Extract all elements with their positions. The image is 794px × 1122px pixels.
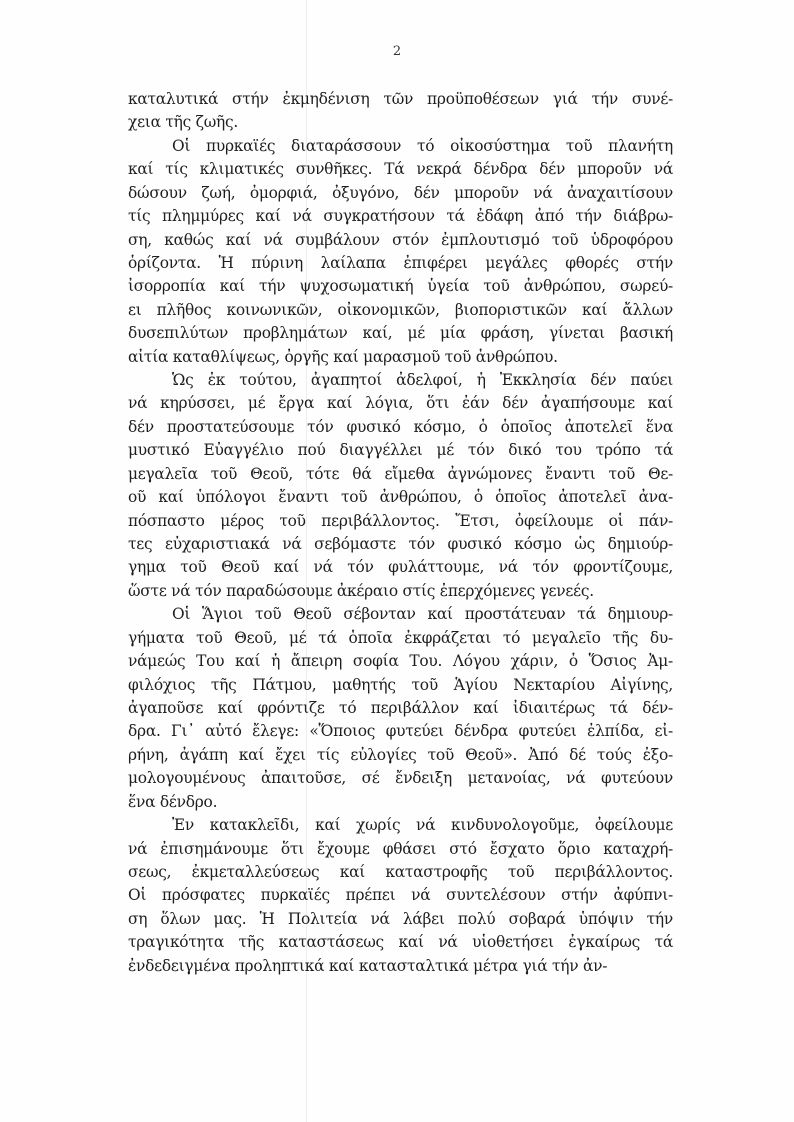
body-text <box>128 88 673 978</box>
page-number: 2 <box>392 44 402 59</box>
text-line: ἐνδεδειγμένα προληπτικά καί κατασταλτικά μέτρα γιά τήν ἀν- <box>128 956 608 975</box>
text-line: ἀγαποῦσε καί φρόντιζε τό περιβάλλον καί ἰδιαιτέρως τά δέν- <box>128 698 673 717</box>
text-line: ει πλῆθος κοινωνικῶν, οἰκονομικῶν, βιοποριστικῶν καί ἄλλων <box>128 300 673 319</box>
text-line: δώσουν ζωή, ὀμορφιά, ὀξυγόνο, δέν μποροῦν νά ἀναχαιτίσουν <box>128 183 673 202</box>
text-line: τες εὐχαριστιακά νά σεβόμαστε τόν φυσικό κόσμο ὡς δημιούρ- <box>128 535 673 554</box>
text-line: χεια τῆς ζωῆς. <box>128 113 238 132</box>
paragraph <box>128 88 673 135</box>
paragraph <box>128 814 673 978</box>
text-line: δέν προστατεύσουμε τόν φυσικό κόσμο, ὁ ὁποῖος ἀποτελεῖ ἕνα <box>128 417 673 436</box>
text-line: τραγικότητα τῆς καταστάσεως καί νά υἱοθετήσει ἐγκαίρως τά <box>128 933 673 952</box>
text-line: γημα τοῦ Θεοῦ καί νά τόν φυλάττουμε, νά τόν φροντίζουμε, <box>128 558 673 577</box>
text-line: αἰτία καταθλίψεως, ὀργῆς καί μαρασμοῦ τοῦ ἀνθρώπου. <box>128 347 558 366</box>
text-line: φιλόχιος τῆς Πάτμου, μαθητής τοῦ Ἁγίου Νεκταρίου Αἰγίνης, <box>128 675 673 694</box>
text-line: νά ἐπισημάνουμε ὅτι ἔχουμε φθάσει στό ἔσχατο ὅριο καταχρή- <box>128 839 673 858</box>
text-line: δρα. Γι᾿ αὐτό ἔλεγε: «Ὅποιος φυτεύει δένδρα φυτεύει ἐλπίδα, εἰ- <box>128 722 673 741</box>
text-line: μολογουμένους ἀπαιτοῦσε, σέ ἔνδειξη μετανοίας, νά φυτεύουν <box>128 769 673 788</box>
text-line: ση, καθώς καί νά συμβάλουν στόν ἐμπλουτισμό τοῦ ὑδροφόρου <box>128 230 673 249</box>
text-line: πόσπαστο μέρος τοῦ περιβάλλοντος. Ἔτσι, ὀφείλουμε οἱ πάν- <box>128 511 673 530</box>
text-line: Οἱ πρόσφατες πυρκαϊές πρέπει νά συντελέσουν στήν ἀφύπνι- <box>128 886 673 905</box>
text-line: τίς πλημμύρες καί νά συγκρατήσουν τά ἐδάφη ἀπό τήν διάβρω- <box>128 207 673 226</box>
text-line: καταλυτικά στήν ἐκμηδένιση τῶν προϋποθέσεων γιά τήν συνέ- <box>128 90 673 108</box>
text-line: γήματα τοῦ Θεοῦ, μέ τά ὁποῖα ἐκφράζεται τό μεγαλεῖο τῆς δυ- <box>128 628 673 647</box>
paragraph <box>128 603 673 814</box>
paragraph <box>128 135 673 369</box>
text-line: ἰσορροπία καί τήν ψυχοσωματική ὑγεία τοῦ ἀνθρώπου, σωρεύ- <box>128 277 673 296</box>
text-line: ἕνα δένδρο. <box>128 792 218 811</box>
text-line: ὁρίζοντα. Ἡ πύρινη λαίλαπα ἐπιφέρει μεγάλες φθορές στήν <box>128 253 673 272</box>
text-line: Ἐν κατακλεῖδι, καί χωρίς νά κινδυνολογοῦμε, ὀφείλουμε <box>172 816 673 835</box>
text-line: Οἱ Ἅγιοι τοῦ Θεοῦ σέβονταν καί προστάτευαν τά δημιουρ- <box>172 605 673 624</box>
text-line: ση ὅλων μας. Ἡ Πολιτεία νά λάβει πολύ σοβαρά ὑπόψιν τήν <box>128 909 673 928</box>
text-line: Οἱ πυρκαϊές διαταράσσουν τό οἰκοσύστημα τοῦ πλανήτη <box>172 136 673 155</box>
text-line: νάμεώς Του καί ἡ ἄπειρη σοφία Του. Λόγου χάριν, ὁ Ὅσιος Ἀμ- <box>128 652 673 671</box>
text-line: ρήνη, ἀγάπη καί ἔχει τίς εὐλογίες τοῦ Θεοῦ». Ἀπό δέ τούς ἐξο- <box>128 745 673 764</box>
text-line: μυστικό Εὐαγγέλιο πού διαγγέλλει μέ τόν δικό του τρόπο τά <box>128 441 673 460</box>
text-line: νά κηρύσσει, μέ ἔργα καί λόγια, ὅτι ἐάν δέν ἀγαπήσουμε καί <box>128 394 673 413</box>
text-line: ὥστε νά τόν παραδώσουμε ἀκέραιο στίς ἐπερχόμενες γενεές. <box>128 581 594 600</box>
paragraph <box>128 369 673 603</box>
text-line: δυσεπιλύτων προβλημάτων καί, μέ μία φράση, γίνεται βασική <box>128 324 673 343</box>
text-line: οῦ καί ὑπόλογοι ἔναντι τοῦ ἀνθρώπου, ὁ ὁποῖος ἀποτελεῖ ἀνα- <box>128 488 673 507</box>
text-line: μεγαλεῖα τοῦ Θεοῦ, τότε θά εἴμεθα ἀγνώμονες ἔναντι τοῦ Θε- <box>128 464 673 483</box>
text-line: Ὡς ἐκ τούτου, ἀγαπητοί ἀδελφοί, ἡ Ἐκκλησία δέν παύει <box>172 371 673 390</box>
text-line: καί τίς κλιματικές συνθῆκες. Τά νεκρά δένδρα δέν μποροῦν νά <box>128 160 673 179</box>
text-line: σεως, ἐκμεταλλεύσεως καί καταστροφῆς τοῦ περιβάλλοντος. <box>128 862 673 881</box>
